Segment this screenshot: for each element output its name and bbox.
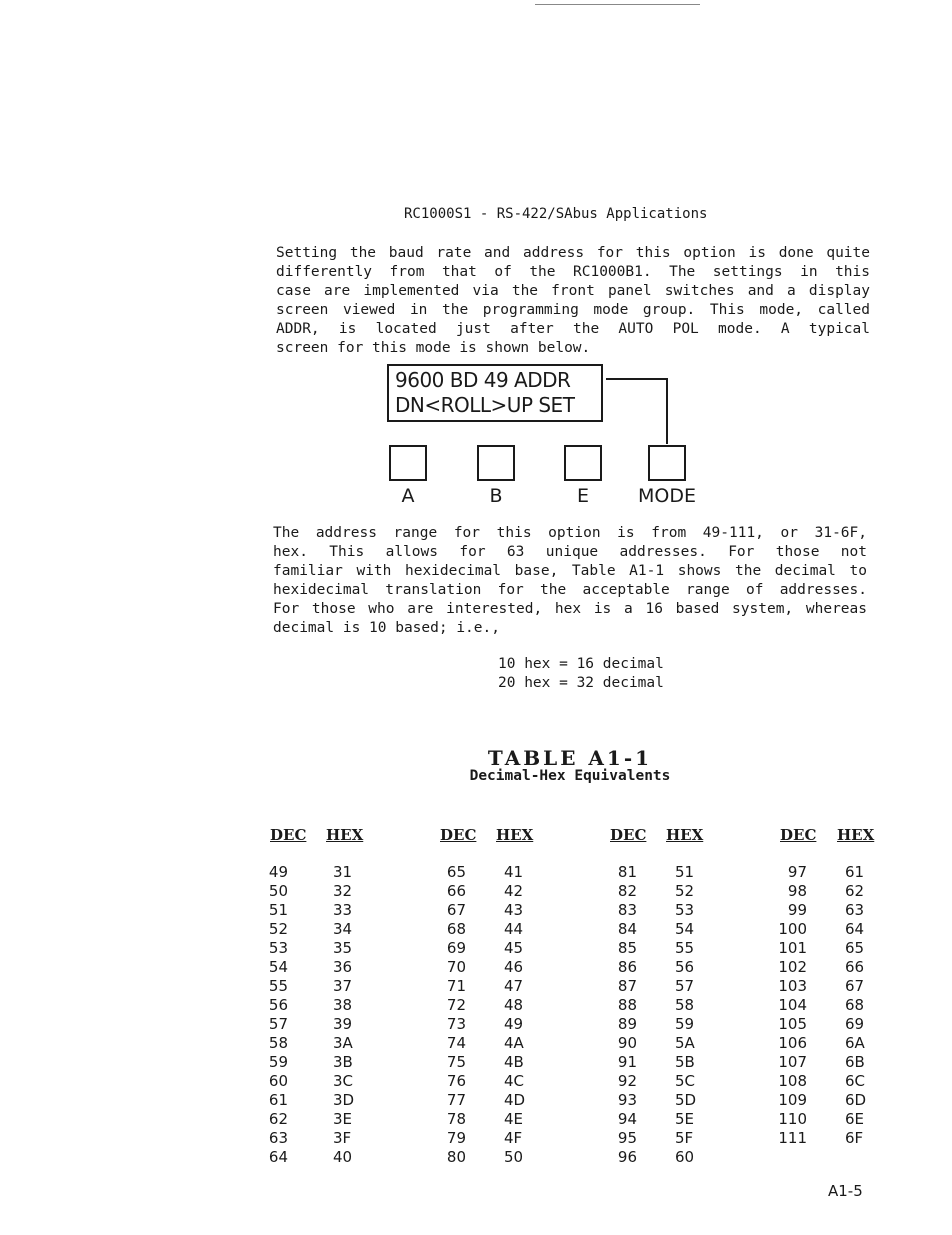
hex-cell: 5F bbox=[675, 1129, 694, 1147]
dec-cell: 75 bbox=[446, 1053, 466, 1071]
paragraph-line: case are implemented via the front panel switches and a display bbox=[276, 283, 870, 299]
dec-cell: 89 bbox=[617, 1015, 637, 1033]
paragraph-line: Setting the baud rate and address for this option is done quite bbox=[276, 245, 870, 261]
dec-cell: 81 bbox=[617, 863, 637, 881]
dec-cell: 78 bbox=[446, 1110, 466, 1128]
dec-header: DEC bbox=[440, 826, 477, 844]
hex-header: HEX bbox=[326, 826, 364, 844]
dec-cell: 103 bbox=[778, 977, 807, 995]
hex-column bbox=[675, 863, 715, 1167]
hex-cell: 68 bbox=[845, 996, 865, 1014]
dec-cell: 79 bbox=[446, 1129, 466, 1147]
panel-button-e bbox=[564, 445, 602, 481]
hex-column bbox=[845, 863, 885, 1148]
button-label-a: A bbox=[401, 485, 415, 507]
dec-cell: 60 bbox=[268, 1072, 288, 1090]
hex-cell: 4E bbox=[504, 1110, 524, 1128]
hex-cell: 58 bbox=[675, 996, 695, 1014]
dec-cell: 82 bbox=[617, 882, 637, 900]
dec-cell: 68 bbox=[446, 920, 466, 938]
dec-header: DEC bbox=[780, 826, 817, 844]
button-label-mode: MODE bbox=[638, 485, 696, 507]
hex-cell: 6E bbox=[845, 1110, 865, 1128]
hex-cell: 44 bbox=[504, 920, 524, 938]
dec-cell: 53 bbox=[268, 939, 288, 957]
panel-button-a bbox=[389, 445, 427, 481]
dec-cell: 80 bbox=[446, 1148, 466, 1166]
conversion-example-1: 10 hex = 16 decimal bbox=[498, 656, 664, 672]
hex-cell: 62 bbox=[845, 882, 865, 900]
hex-cell: 36 bbox=[333, 958, 353, 976]
hex-header: HEX bbox=[666, 826, 704, 844]
dec-cell: 52 bbox=[268, 920, 288, 938]
hex-cell: 6D bbox=[845, 1091, 867, 1109]
hex-column bbox=[504, 863, 544, 1167]
hex-cell: 49 bbox=[504, 1015, 524, 1033]
dec-cell: 49 bbox=[268, 863, 288, 881]
dec-cell: 54 bbox=[268, 958, 288, 976]
hex-cell: 5B bbox=[675, 1053, 695, 1071]
section-heading: RC1000S1 - RS-422/SAbus Applications bbox=[404, 206, 708, 222]
dec-cell: 90 bbox=[617, 1034, 637, 1052]
dec-cell: 101 bbox=[778, 939, 807, 957]
hex-cell: 41 bbox=[504, 863, 524, 881]
hex-header: HEX bbox=[496, 826, 534, 844]
hex-cell: 46 bbox=[504, 958, 524, 976]
hex-cell: 55 bbox=[675, 939, 695, 957]
dec-cell: 73 bbox=[446, 1015, 466, 1033]
dec-cell: 59 bbox=[268, 1053, 288, 1071]
hex-cell: 5C bbox=[675, 1072, 696, 1090]
dec-cell: 69 bbox=[446, 939, 466, 957]
dec-cell: 74 bbox=[446, 1034, 466, 1052]
hex-cell: 61 bbox=[845, 863, 865, 881]
dec-cell: 102 bbox=[778, 958, 807, 976]
dec-cell: 56 bbox=[268, 996, 288, 1014]
hex-cell: 43 bbox=[504, 901, 524, 919]
dec-cell: 70 bbox=[446, 958, 466, 976]
connector-line-horizontal bbox=[606, 378, 668, 380]
page-number: A1-5 bbox=[828, 1182, 863, 1200]
intro-paragraph bbox=[276, 244, 870, 358]
table-subtitle: Decimal-Hex Equivalents bbox=[469, 768, 671, 784]
paragraph-line: screen for this mode is shown below. bbox=[276, 340, 591, 356]
dec-cell: 67 bbox=[446, 901, 466, 919]
dec-column bbox=[597, 863, 637, 1167]
dec-cell: 110 bbox=[778, 1110, 807, 1128]
dec-cell: 108 bbox=[778, 1072, 807, 1090]
conversion-example-2: 20 hex = 32 decimal bbox=[498, 675, 664, 691]
hex-header: HEX bbox=[837, 826, 875, 844]
dec-cell: 93 bbox=[617, 1091, 637, 1109]
button-label-b: B bbox=[489, 485, 503, 507]
dec-cell: 104 bbox=[778, 996, 807, 1014]
dec-cell: 57 bbox=[268, 1015, 288, 1033]
hex-cell: 6A bbox=[845, 1034, 865, 1052]
paragraph-line: decimal is 10 based; i.e., bbox=[273, 620, 500, 636]
hex-cell: 37 bbox=[333, 977, 353, 995]
table-title: TABLE A1-1 bbox=[487, 746, 653, 770]
dec-header: DEC bbox=[270, 826, 307, 844]
paragraph-line: hexidecimal translation for the acceptable range of addresses. bbox=[273, 582, 867, 598]
dec-cell: 107 bbox=[778, 1053, 807, 1071]
dec-cell: 72 bbox=[446, 996, 466, 1014]
dec-cell: 62 bbox=[268, 1110, 288, 1128]
hex-cell: 31 bbox=[333, 863, 353, 881]
hex-cell: 39 bbox=[333, 1015, 353, 1033]
hex-cell: 51 bbox=[675, 863, 695, 881]
hex-cell: 4D bbox=[504, 1091, 526, 1109]
dec-cell: 65 bbox=[446, 863, 466, 881]
dec-cell: 66 bbox=[446, 882, 466, 900]
lcd-line-2: DN<ROLL>UP SET bbox=[395, 393, 575, 417]
hex-cell: 52 bbox=[675, 882, 695, 900]
hex-cell: 48 bbox=[504, 996, 524, 1014]
paragraph-line: familiar with hexidecimal base, Table A1-1 shows the decimal to bbox=[273, 563, 867, 579]
hex-cell: 50 bbox=[504, 1148, 524, 1166]
dec-cell: 84 bbox=[617, 920, 637, 938]
dec-cell: 86 bbox=[617, 958, 637, 976]
hex-cell: 3A bbox=[333, 1034, 353, 1052]
dec-cell: 95 bbox=[617, 1129, 637, 1147]
dec-cell: 64 bbox=[268, 1148, 288, 1166]
paragraph-line: hex. This allows for 63 unique addresses. For those not bbox=[273, 544, 867, 560]
scan-artifact-line bbox=[535, 4, 700, 5]
paragraph-line: ADDR, is located just after the AUTO POL mode. A typical bbox=[276, 321, 870, 337]
hex-cell: 34 bbox=[333, 920, 353, 938]
paragraph-line: differently from that of the RC1000B1. The settings in this bbox=[276, 264, 870, 280]
hex-cell: 3B bbox=[333, 1053, 353, 1071]
panel-button-b bbox=[477, 445, 515, 481]
hex-cell: 5D bbox=[675, 1091, 697, 1109]
button-label-e: E bbox=[576, 485, 589, 507]
dec-cell: 105 bbox=[778, 1015, 807, 1033]
dec-cell: 58 bbox=[268, 1034, 288, 1052]
dec-column bbox=[767, 863, 807, 1148]
dec-cell: 94 bbox=[617, 1110, 637, 1128]
dec-cell: 109 bbox=[778, 1091, 807, 1109]
hex-cell: 6B bbox=[845, 1053, 865, 1071]
dec-cell: 76 bbox=[446, 1072, 466, 1090]
dec-header: DEC bbox=[610, 826, 647, 844]
lcd-line-1: 9600 BD 49 ADDR bbox=[395, 368, 571, 392]
hex-cell: 59 bbox=[675, 1015, 695, 1033]
hex-cell: 69 bbox=[845, 1015, 865, 1033]
dec-cell: 61 bbox=[268, 1091, 288, 1109]
hex-cell: 54 bbox=[675, 920, 695, 938]
hex-cell: 35 bbox=[333, 939, 353, 957]
address-range-paragraph bbox=[273, 524, 867, 638]
dec-cell: 91 bbox=[617, 1053, 637, 1071]
dec-cell: 92 bbox=[617, 1072, 637, 1090]
hex-cell: 60 bbox=[675, 1148, 695, 1166]
hex-cell: 3E bbox=[333, 1110, 353, 1128]
hex-cell: 6C bbox=[845, 1072, 866, 1090]
hex-cell: 38 bbox=[333, 996, 353, 1014]
hex-cell: 42 bbox=[504, 882, 524, 900]
dec-cell: 98 bbox=[787, 882, 807, 900]
hex-cell: 4F bbox=[504, 1129, 523, 1147]
hex-cell: 63 bbox=[845, 901, 865, 919]
paragraph-line: The address range for this option is from 49-111, or 31-6F, bbox=[273, 525, 867, 541]
hex-cell: 64 bbox=[845, 920, 865, 938]
dec-cell: 88 bbox=[617, 996, 637, 1014]
dec-cell: 50 bbox=[268, 882, 288, 900]
dec-cell: 77 bbox=[446, 1091, 466, 1109]
dec-cell: 63 bbox=[268, 1129, 288, 1147]
panel-button-mode bbox=[648, 445, 686, 481]
hex-cell: 4C bbox=[504, 1072, 525, 1090]
hex-cell: 67 bbox=[845, 977, 865, 995]
hex-cell: 6F bbox=[845, 1129, 864, 1147]
dec-cell: 97 bbox=[787, 863, 807, 881]
dec-column bbox=[426, 863, 466, 1167]
hex-cell: 3D bbox=[333, 1091, 355, 1109]
hex-cell: 56 bbox=[675, 958, 695, 976]
hex-cell: 40 bbox=[333, 1148, 353, 1166]
hex-cell: 33 bbox=[333, 901, 353, 919]
hex-cell: 5A bbox=[675, 1034, 695, 1052]
hex-cell: 65 bbox=[845, 939, 865, 957]
dec-cell: 96 bbox=[617, 1148, 637, 1166]
hex-column bbox=[333, 863, 373, 1167]
dec-column bbox=[248, 863, 288, 1167]
hex-cell: 4B bbox=[504, 1053, 524, 1071]
hex-cell: 3C bbox=[333, 1072, 354, 1090]
paragraph-line: screen viewed in the programming mode group. This mode, called bbox=[276, 302, 870, 318]
hex-cell: 47 bbox=[504, 977, 524, 995]
hex-cell: 3F bbox=[333, 1129, 352, 1147]
dec-cell: 85 bbox=[617, 939, 637, 957]
hex-cell: 66 bbox=[845, 958, 865, 976]
hex-cell: 45 bbox=[504, 939, 524, 957]
dec-cell: 100 bbox=[778, 920, 807, 938]
dec-cell: 111 bbox=[778, 1129, 807, 1147]
hex-cell: 53 bbox=[675, 901, 695, 919]
dec-cell: 106 bbox=[778, 1034, 807, 1052]
dec-cell: 55 bbox=[268, 977, 288, 995]
hex-cell: 4A bbox=[504, 1034, 524, 1052]
hex-cell: 57 bbox=[675, 977, 695, 995]
hex-cell: 5E bbox=[675, 1110, 695, 1128]
connector-line-vertical bbox=[666, 378, 668, 444]
dec-cell: 83 bbox=[617, 901, 637, 919]
hex-cell: 32 bbox=[333, 882, 353, 900]
paragraph-line: For those who are interested, hex is a 16 based system, whereas bbox=[273, 601, 867, 617]
lcd-display-screen bbox=[387, 364, 603, 422]
dec-cell: 51 bbox=[268, 901, 288, 919]
dec-cell: 71 bbox=[446, 977, 466, 995]
dec-cell: 87 bbox=[617, 977, 637, 995]
dec-cell: 99 bbox=[787, 901, 807, 919]
